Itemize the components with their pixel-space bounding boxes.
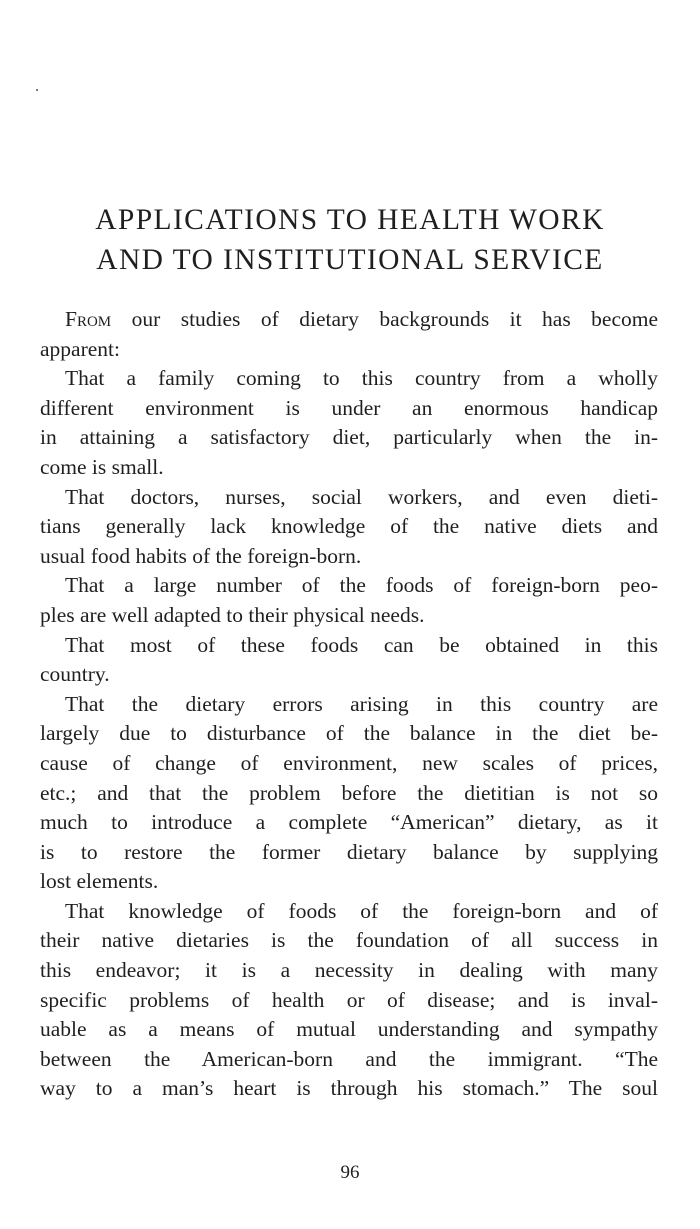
text-line: between the American-born and the immigrant. “The <box>40 1046 658 1071</box>
text-line: etc.; and that the problem before the dietitian is not so <box>40 780 658 805</box>
text-line: That a large number of the foods of foreign-born peo- <box>65 573 658 598</box>
text-line: their native dietaries is the foundation of all success in <box>40 928 658 953</box>
heading-line-2: AND TO INSTITUTIONAL SERVICE <box>96 244 604 276</box>
text-line: uable as a means of mutual understanding and sympathy <box>40 1017 658 1042</box>
text-line: come is small. <box>40 454 164 479</box>
text-line: That doctors, nurses, social workers, and even dieti- <box>65 484 658 509</box>
text-line: That most of these foods can be obtained in this <box>65 632 658 657</box>
text-line: country. <box>40 662 110 687</box>
text-line: ples are well adapted to their physical needs. <box>40 602 425 627</box>
text-line: in attaining a satisfactory diet, particularly when the in- <box>40 425 658 450</box>
text-line: From our studies of dietary backgrounds it has become <box>65 307 659 331</box>
text-line: apparent: <box>40 336 120 361</box>
text-line: usual food habits of the foreign-born. <box>40 543 362 568</box>
text-line: this endeavor; it is a necessity in dealing with many <box>40 958 658 983</box>
chapter-heading <box>30 200 670 280</box>
text-line: That knowledge of foods of the foreign-born and of <box>65 898 658 923</box>
text-line: cause of change of environment, new scales of prices, <box>40 750 658 775</box>
text-line: specific problems of health or of disease; and is inval- <box>40 987 658 1012</box>
page-number: 96 <box>340 1162 360 1183</box>
text-line: lost elements. <box>40 869 159 894</box>
drop-word: From <box>65 307 112 331</box>
text-line: largely due to disturbance of the balance in the diet be- <box>40 721 658 746</box>
body-text <box>40 305 658 1104</box>
stray-mark <box>36 89 38 91</box>
text-line: much to introduce a complete “American” dietary, as it <box>40 810 658 835</box>
text-line: tians generally lack knowledge of the native diets and <box>40 514 658 539</box>
text-line: is to restore the former dietary balance by supplying <box>40 839 658 864</box>
text-line: way to a man’s heart is through his stomach.” The soul <box>40 1076 658 1101</box>
text-line: That the dietary errors arising in this country are <box>65 691 658 716</box>
heading-line-1: APPLICATIONS TO HEALTH WORK <box>95 204 605 236</box>
text-line: different environment is under an enormous handicap <box>40 395 658 420</box>
text-line: That a family coming to this country from a wholly <box>65 366 658 391</box>
